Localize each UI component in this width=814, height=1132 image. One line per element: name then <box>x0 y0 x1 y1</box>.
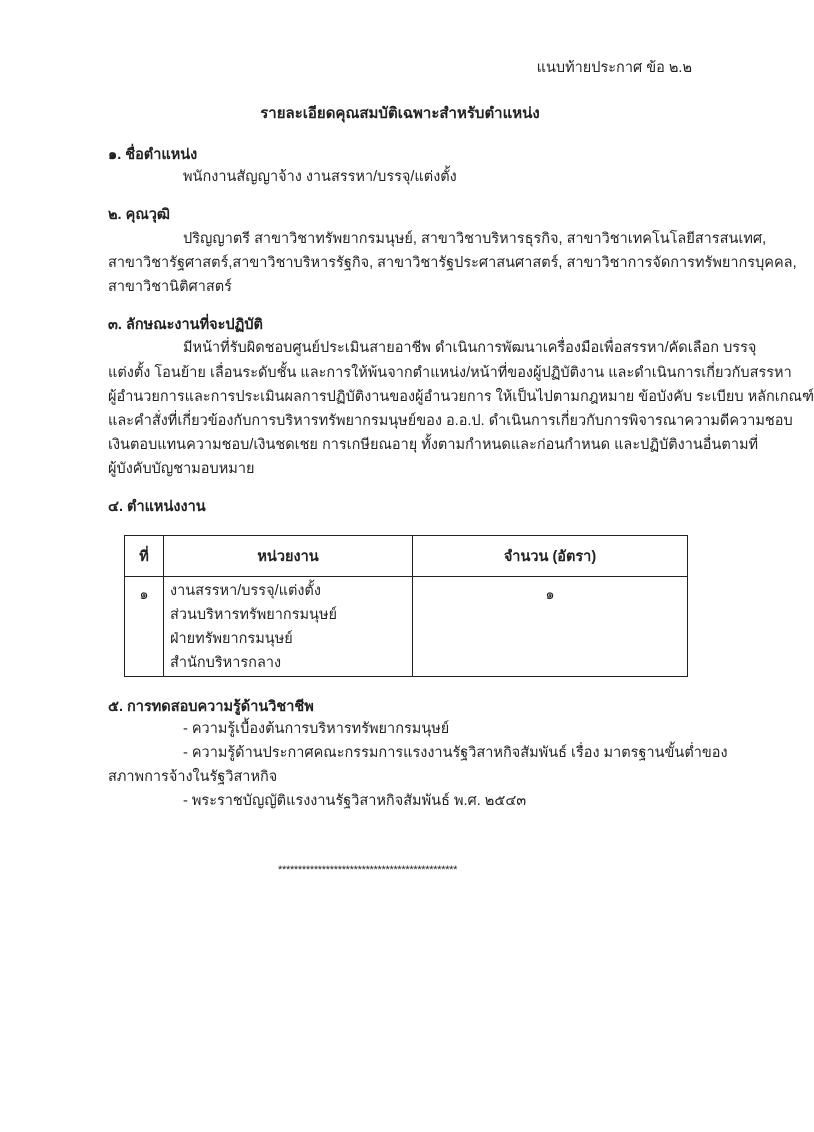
qualification-line: สาขาวิชารัฐศาสตร์,สาขาวิชาบริหารรัฐกิจ, สาขาวิชารัฐประศาสนศาสตร์, สาขาวิชาการจัดการทรัพยากรบุคคล, <box>108 255 797 271</box>
end-of-document-marker: ********************************************* <box>278 864 458 876</box>
job-description-line: ผู้บังคับบัญชามอบหมาย <box>108 461 255 477</box>
row-count: ๑ <box>413 577 688 677</box>
row-no: ๑ <box>125 577 164 677</box>
qualification-line: ปริญญาตรี สาขาวิชาทรัพยากรมนุษย์, สาขาวิชาบริหารธุรกิจ, สาขาวิชาเทคโนโลยีสารสนเทศ, <box>183 231 767 247</box>
document-title: รายละเอียดคุณสมบัติเฉพาะสำหรับตำแหน่ง <box>260 105 540 122</box>
row-unit <box>164 577 413 677</box>
position-name: พนักงานสัญญาจ้าง งานสรรหา/บรรจุ/แต่งตั้ง <box>183 169 457 185</box>
header-count: จำนวน (อัตรา) <box>413 536 688 577</box>
qualification-line: สาขาวิชานิติศาสตร์ <box>108 279 232 295</box>
header-unit: หน่วยงาน <box>164 536 413 577</box>
position-table <box>124 535 688 677</box>
unit-line: ส่วนบริหารทรัพยากรมนุษย์ <box>170 607 338 623</box>
job-description-line: เงินตอบแทนความชอบ/เงินชดเชย การเกษียณอายุ ทั้งตามกำหนดและก่อนกำหนด และปฏิบัติงานอื่นตามที่ <box>108 437 759 453</box>
table-header-row <box>125 536 688 577</box>
section-2-heading: ๒. คุณวุฒิ <box>108 207 171 223</box>
job-description-line: มีหน้าที่รับผิดชอบศูนย์ประเมินสายอาชีพ ดำเนินการพัฒนาเครื่องมือเพื่อสรรหา/คัดเลือก บรรจุ <box>183 340 757 356</box>
unit-line: งานสรรหา/บรรจุ/แต่งตั้ง <box>170 583 321 599</box>
job-description-line: และคำสั่งที่เกี่ยวข้องกับการบริหารทรัพยากรมนุษย์ของ อ.อ.ป. ดำเนินการเกี่ยวกับการพิจารณาความดีความชอบ <box>108 413 793 429</box>
exam-topic: - ความรู้เบื้องต้นการบริหารทรัพยากรมนุษย์ <box>183 721 450 737</box>
unit-line: สำนักบริหารกลาง <box>170 655 282 671</box>
job-description-line: ผู้อำนวยการและการประเมินผลการปฏิบัติงานของผู้อำนวยการ ให้เป็นไปตามกฎหมาย ข้อบังคับ ระเบียบ หลักเกณฑ์ <box>108 389 814 405</box>
unit-line: ฝ่ายทรัพยากรมนุษย์ <box>170 631 293 647</box>
exam-topic: - ความรู้ด้านประกาศคณะกรรมการแรงงานรัฐวิสาหกิจสัมพันธ์ เรื่อง มาตรฐานขั้นต่ำของ <box>183 745 728 761</box>
table-row <box>125 577 688 677</box>
section-5-heading: ๕. การทดสอบความรู้ด้านวิชาชีพ <box>108 699 314 715</box>
exam-topic-continued: สภาพการจ้างในรัฐวิสาหกิจ <box>108 769 278 785</box>
section-4-heading: ๔. ตำแหน่งงาน <box>108 499 206 515</box>
exam-topic: - พระราชบัญญัติแรงงานรัฐวิสาหกิจสัมพันธ์ พ.ศ. ๒๕๔๓ <box>183 793 527 809</box>
job-description-line: แต่งตั้ง โอนย้าย เลื่อนระดับชั้น และการให้พ้นจากตำแหน่ง/หน้าที่ของผู้ปฏิบัติงาน และดำเนินการเกี่ยวกับสรรหา <box>108 365 792 381</box>
section-3-heading: ๓. ลักษณะงานที่จะปฏิบัติ <box>108 317 263 333</box>
section-1-heading: ๑. ชื่อตำแหน่ง <box>108 147 198 163</box>
header-no: ที่ <box>125 536 164 577</box>
annex-reference: แนบท้ายประกาศ ข้อ ๒.๒ <box>536 60 692 76</box>
